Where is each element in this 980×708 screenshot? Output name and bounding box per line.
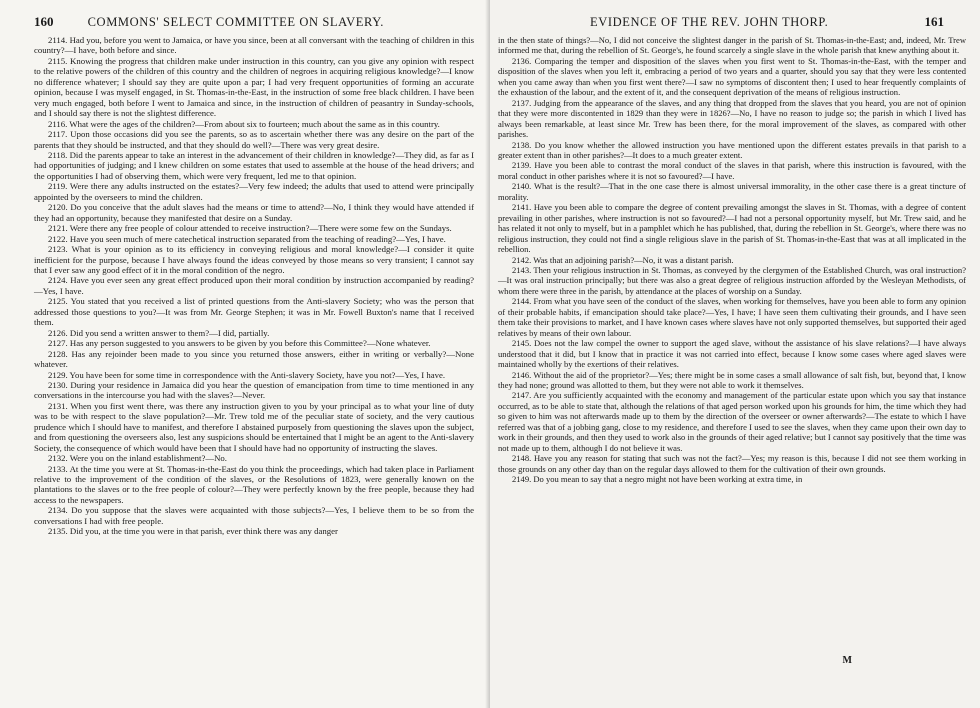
question-paragraph: 2137. Judging from the appearance of the slaves, and any thing that dropped from the slaves that you heard, you are not of opinion that they were more discontented in 1829 than they were in 1826?—No, I have no reason to judge so; the parish in which I lived has always been remarkable, at least since Mr. Trew has been there, for the moral improvement of the slaves, as compared with other parishes. — [498, 97, 966, 140]
question-paragraph: 2114. Had you, before you went to Jamaica, or have you since, been at all conversant with the teaching of children in this country?—I have, both before and since. — [34, 35, 474, 56]
question-paragraph: 2117. Upon those occasions did you see the parents, so as to ascertain whether there was any desire on the part of the parents that they should be instructed, and that they should do well?—There was very great desire. — [34, 129, 474, 150]
question-paragraph: 2130. During your residence in Jamaica did you hear the question of emancipation from time to time mentioned in any conversations in the intercourse you had with the slaves?—Never. — [34, 379, 474, 401]
question-paragraph: 2115. Knowing the progress that children make under instruction in this country, can you give any opinion with respect to the relative powers of the children of this country and the children of negroes in acquiring religious knowledge?—I know no difference whatever; I should say they are quite upon a par; I had very frequent opportunities of forming an accurate opinion, because I was myself engaged, in St. Thomas-in-the-East, in the instruction of some free black children. I have been very much engaged, both before I went to Jamaica and since, in the instruction of children of peasantry in Sunday-schools, and I should say there is not the slightest difference. — [34, 55, 474, 119]
question-paragraph: 2140. What is the result?—That in the one case there is almost universal immorality, in the other case there is a great tincture of morality. — [498, 181, 966, 202]
question-paragraph: 2129. You have been for some time in correspondence with the Anti-slavery Society, have you not?—Yes, I have. — [48, 369, 446, 380]
question-paragraph: 2128. Has any rejoinder been made to you since you returned those answers, either in writing or verbally?—None whatever. — [34, 348, 474, 370]
question-paragraph: 2118. Did the parents appear to take an interest in the advancement of their children in knowledge?—They did, as far as I had opportunities of judging; and I knew children on some estates that used to assemble at the house of the head drivers; and the opportunities I had of observing them, which were very frequent, led me to that opinion. — [34, 149, 474, 181]
question-paragraph: 2139. Have you been able to contrast the moral conduct of the slaves in that parish, where this instruction is favoured, with the moral conduct in other parishes where it is not so favoured?—I have. — [498, 160, 966, 181]
question-paragraph: 2132. Were you on the inland establishment?—No. — [48, 453, 227, 464]
question-paragraph: 2131. When you first went there, was there any instruction given to you by your principal as to what your line of duty was to be with respect to the slave population?—Mr. Trew told me of the peculiar state of society, and the very cautious prudence which I should have to manifest, and therefore I abstained purposely from questioning the slaves upon the subject, and from questioning the overseers also, lest any suspicions should be entertained that I might be an agent to the Anti-slavery Society, the consequence of which would have been that I should have had no opportunity of instructing the slaves. — [34, 400, 474, 453]
page-number-left: 160 — [34, 14, 54, 29]
question-paragraph: 2124. Have you ever seen any great effect produced upon their moral condition by instruction accompanied by reading?—Yes, I have. — [34, 275, 474, 296]
running-head-right — [498, 14, 966, 30]
question-paragraph: 2122. Have you seen much of mere catechetical instruction separated from the teaching of reading?—Yes, I have. — [48, 233, 446, 244]
question-paragraph: 2134. Do you suppose that the slaves were acquainted with those subjects?—Yes, I believe them to be so from the conversations I had with free people. — [34, 505, 474, 526]
question-paragraph: 2133. At the time you were at St. Thomas-in-the-East do you think the proceedings, which had taken place in Parliament relative to the improvement of the condition of the slaves, or the Resolutions of 1823, were generally known on the plantations to the slaves or to the free people of colour?—They were perfectly known by the free people, because they had access to the newspapers. — [34, 463, 474, 505]
question-paragraph: 2123. What is your opinion as to its efficiency in conveying religious and moral knowledge?—I consider it quite inefficient for the purpose, because I have always found the ideas conveyed by those means so very transient; I cannot say that I ever saw any good effect of it in the moral condition of the negro. — [34, 244, 474, 275]
question-paragraph: 2126. Did you send a written answer to them?—I did, partially. — [48, 327, 270, 338]
question-paragraph: 2144. From what you have seen of the conduct of the slaves, when working for themselves, have you been able to form any opinion of their probable habits, if emancipation should take place?—Yes, I have; I have seen them cultivating their grounds, and I have seen them take their provisions to market, and I have known cases where slaves have not only supported themselves, but supported their aged relatives by means of their own labour. — [498, 296, 966, 338]
question-paragraph: 2141. Have you been able to compare the degree of content prevailing amongst the slaves in St. Thomas, with a degree of content prevailing in other parishes, where instruction is not so favoured?—I had not a personal opportunity myself, but Mr. Trew said, and he has related it not only to myself, but in a pamphlet which he has published, that, during the rebellion in St. George's, where there was no religious instruction, they could not find a single religious slave in the parish of St. Thomas-in-the-East that was at all implicated in the rebellion. — [498, 202, 966, 255]
left-page-text — [34, 35, 474, 537]
question-paragraph: 2146. Without the aid of the proprietor?—Yes; there might be in some cases a small allowance of salt fish, but, beyond that, I know they had none; ground was allotted to them, but they were not able to work it themselves. — [498, 369, 966, 390]
running-title-right: EVIDENCE OF THE REV. JOHN THORP. — [590, 15, 829, 29]
question-paragraph: 2138. Do you know whether the allowed instruction you have mentioned upon the different estates prevails in that parish to a greater extent than in other parishes?—It does to a much greater extent. — [498, 139, 966, 160]
question-paragraph: 2116. What were the ages of the children?—From about six to fourteen; much about the same as in this country. — [48, 118, 440, 129]
question-paragraph: 2145. Does not the law compel the owner to support the aged slave, without the assistance of his slave relations?—I have always understood that it did, but I know that in practice it was not carried into effect, because I know some cases where aged slaves were maintained wholly by the exertions of their relatives. — [498, 338, 966, 370]
question-paragraph: 2143. Then your religious instruction in St. Thomas, as conveyed by the clergymen of the Established Church, was oral instruction?—It was oral instruction principally; but there was also a great degree of religious instruction afforded by the Wesleyan Methodists, of whom there were three in the parish, by attendance at the places of worship on a Sunday. — [498, 264, 966, 296]
question-paragraph: 2148. Have you any reason for stating that such was not the fact?—Yes; my reason is this, because I did not see them working in those grounds on any other day than on the regular days allowed to them for the cultivation of their own grounds. — [498, 453, 966, 474]
question-paragraph: 2120. Do you conceive that the adult slaves had the means or time to attend?—No, I think they would have attended if they had an opportunity, because they manifested that desire on a Sunday. — [34, 202, 474, 223]
running-title-left: COMMONS' SELECT COMMITTEE ON SLAVERY. — [87, 15, 384, 29]
signature-mark: M — [842, 655, 852, 666]
right-page-text — [498, 35, 966, 484]
question-paragraph: 2125. You stated that you received a list of printed questions from the Anti-slavery Society; who was the person that addressed those questions to you?—It was from Mr. George Stephen; it was in Mr. Fowell Buxton's name that I received them. — [34, 296, 474, 328]
right-page — [490, 0, 980, 708]
question-paragraph: 2147. Are you sufficiently acquainted with the economy and management of the particular estate upon which you say that instance occurred, as to be able to state that, although the relations of that aged person worked upon his grounds for him, the time which they had so given to him was not afterwards made up to them by the direction of the overseer or owner afterwards?—The estate to which I have referred was that of a jobbing gang, close to my residence, and therefore I used to see the slaves, when they came upon their own day to work in their grounds, and then they used to work also in the grounds of their aged relative; but I cannot say positively that the time was not made up to them, although I do not believe it was. — [498, 390, 966, 453]
question-paragraph: 2149. Do you mean to say that a negro might not have been working at extra time, in — [512, 474, 803, 485]
question-paragraph: 2136. Comparing the temper and disposition of the slaves when you first went to St. Thomas-in-the-East, with the temper and disposition of the slaves when you left it, embracing a period of two years and a quarter, should you say that they were less contented when you came away than when you first went there?—I saw no symptoms of discontent then; I used to hear frequently complaints of the exhaustion of the labour, and the extent of it, and the consequent deprivation of the means of religious instruction. — [498, 55, 966, 98]
question-paragraph: 2119. Were there any adults instructed on the estates?—Very few indeed; the adults that used to attend were principally appointed by the overseers to mind the children. — [34, 181, 474, 202]
question-paragraph: 2121. Were there any free people of colour attended to receive instruction?—There were some few on the Sundays. — [48, 223, 452, 234]
question-paragraph: 2142. Was that an adjoining parish?—No, it was a distant parish. — [512, 254, 734, 265]
running-head-left — [34, 14, 474, 30]
question-paragraph: 2127. Has any person suggested to you answers to be given by you before this Committee?—None whatever. — [48, 338, 431, 349]
continued-paragraph: in the then state of things?—No, I did not conceive the slightest danger in the parish of St. Thomas-in-the-East; and, indeed, Mr. Trew informed me that, during the rebellion of St. George's, he found scarcely a single slave in the whole parish that knew anything about it. — [498, 35, 966, 56]
page-number-right: 161 — [924, 14, 944, 29]
question-paragraph: 2135. Did you, at the time you were in that parish, ever think there was any danger — [48, 526, 338, 537]
